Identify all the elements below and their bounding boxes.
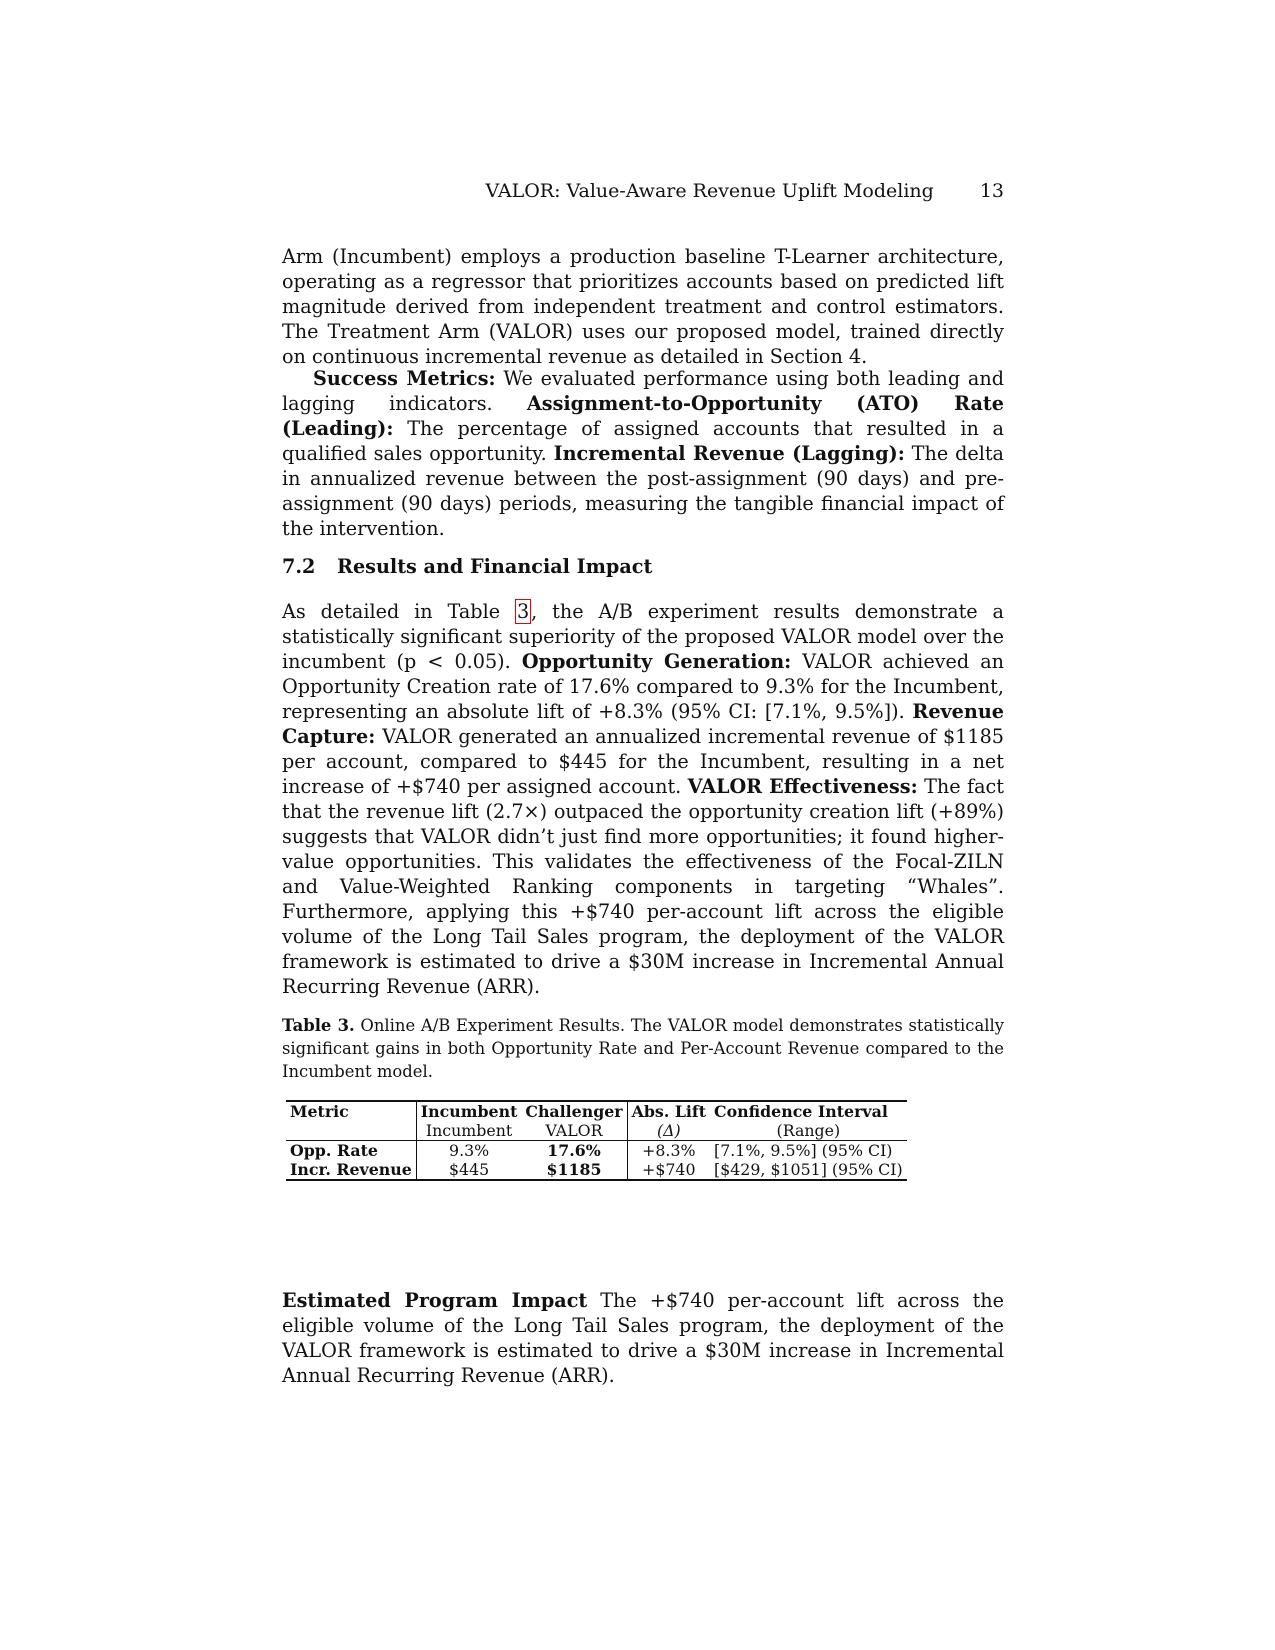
table-row xyxy=(286,1160,907,1180)
results-table-container xyxy=(286,1100,903,1181)
incremental-revenue-text: The delta in annualized revenue between the post-assignment (90 days) and pre-assignment (90 days) periods, measuring the tangible financial impact of the intervention. xyxy=(282,442,1004,540)
success-metrics-label: Success Metrics: xyxy=(313,367,496,390)
incremental-revenue-label: Incremental Revenue (Lagging): xyxy=(553,442,905,465)
row-challenger-value: 17.6% xyxy=(547,1141,601,1160)
row-metric: Incr. Revenue xyxy=(290,1160,412,1179)
running-header xyxy=(282,180,1004,202)
row-confidence-interval: [7.1%, 9.5%] (95% CI) xyxy=(714,1141,893,1160)
header-incumbent: Incumbent xyxy=(416,1101,521,1121)
header-abs-lift: Abs. Lift xyxy=(627,1101,710,1121)
program-impact-text: The +$740 per-account lift across the eligible volume of the Long Tail Sales program, the deployment of the VALOR framework is estimated to drive a $30M increase in Incremental Annual Recurring Revenue (ARR). xyxy=(282,1289,1005,1387)
row-confidence-interval: [$429, $1051] (95% CI) xyxy=(714,1160,903,1179)
section-heading xyxy=(282,555,1004,578)
row-abs-lift: +8.3% xyxy=(627,1141,710,1161)
table-caption-text: Online A/B Experiment Results. The VALOR model demonstrates statistically significant gains in both Opportunity Rate and Per-Account Revenue compared to the Incumbent model. xyxy=(282,1016,1004,1081)
table-subheader-row xyxy=(286,1121,907,1141)
table-reference-link[interactable]: 3 xyxy=(516,600,530,623)
row-incumbent-value: 9.3% xyxy=(416,1141,521,1161)
results-text-3: VALOR achieved an Opportunity Creation rate of 17.6% compared to 9.3% for the Incumbent, representing an absolute lift of +8.3% (95% CI: [7.1%, 9.5%]). xyxy=(282,650,1004,723)
subheader-confidence-interval: (Range) xyxy=(710,1121,907,1141)
subheader-incumbent: Incumbent xyxy=(416,1121,521,1141)
results-table xyxy=(286,1100,907,1181)
table-caption-label: Table 3. xyxy=(282,1016,355,1035)
paragraph-program-impact xyxy=(282,1288,1004,1388)
results-text-2: , the A/B experiment results demonstrate a statistically significant superiority of the proposed VALOR model over the incumbent (p < 0.05). xyxy=(282,600,1004,673)
header-challenger: Challenger xyxy=(525,1102,623,1121)
subheader-metric-empty xyxy=(286,1121,416,1141)
ato-rate-text: The percentage of assigned accounts that resulted in a qualified sales opportunity. xyxy=(282,417,1004,465)
table-header-row xyxy=(286,1101,907,1121)
valor-effectiveness-label: VALOR Effectiveness: xyxy=(687,775,918,798)
row-challenger-value: $1185 xyxy=(546,1160,602,1179)
row-incumbent-value: $445 xyxy=(416,1160,521,1180)
results-text-1: As detailed in Table xyxy=(282,600,515,623)
page-number: 13 xyxy=(979,180,1004,202)
row-abs-lift: +$740 xyxy=(627,1160,710,1180)
success-metrics-text: We evaluated performance using both leading and lagging indicators. xyxy=(282,367,1004,415)
paragraph-success-metrics xyxy=(282,366,1004,541)
subheader-challenger: VALOR xyxy=(521,1121,627,1141)
running-title: VALOR: Value-Aware Revenue Uplift Modeling xyxy=(485,180,934,202)
revenue-capture-label: Revenue Capture: xyxy=(282,700,1004,748)
ato-rate-label: Assignment-to-Opportunity (ATO) Rate (Leading): xyxy=(282,392,1004,440)
section-number: 7.2 xyxy=(282,555,316,578)
row-metric: Opp. Rate xyxy=(290,1141,378,1160)
results-text-5: The fact that the revenue lift (2.7×) outpaced the opportunity creation lift (+89%) suggests that VALOR didn’t just find more opportunities; it found higher-value opportunities. This validates the effectiveness of the Focal-ZILN and Value-Weighted Ranking components in targeting “Whales”. Furthermore, applying this +$740 per-account lift across the eligible volume of the Long Tail Sales program, the deployment of the VALOR framework is estimated to drive a $30M increase in Incremental Annual Recurring Revenue (ARR). xyxy=(282,775,1004,998)
delta-symbol: (Δ) xyxy=(656,1121,681,1140)
paragraph-arm-description: Arm (Incumbent) employs a production baseline T-Learner architecture, operating as a regressor that prioritizes accounts based on predicted lift magnitude derived from independent treatment and control estimators. The Treatment Arm (VALOR) uses our proposed model, trained directly on continuous incremental revenue as detailed in Section 4. xyxy=(282,245,1004,368)
header-confidence-interval: Confidence Interval xyxy=(714,1102,888,1121)
section-title: Results and Financial Impact xyxy=(337,555,653,578)
header-metric: Metric xyxy=(290,1102,349,1121)
table-row xyxy=(286,1141,907,1161)
table-caption xyxy=(282,1014,1004,1083)
paragraph-results xyxy=(282,599,1004,999)
results-text-4: VALOR generated an annualized incremental revenue of $1185 per account, compared to $445 for the Incumbent, resulting in a net increase of +$740 per assigned account. xyxy=(282,725,1004,798)
subheader-abs-lift xyxy=(627,1121,710,1141)
opportunity-generation-label: Opportunity Generation: xyxy=(521,650,792,673)
program-impact-label: Estimated Program Impact xyxy=(282,1289,588,1312)
